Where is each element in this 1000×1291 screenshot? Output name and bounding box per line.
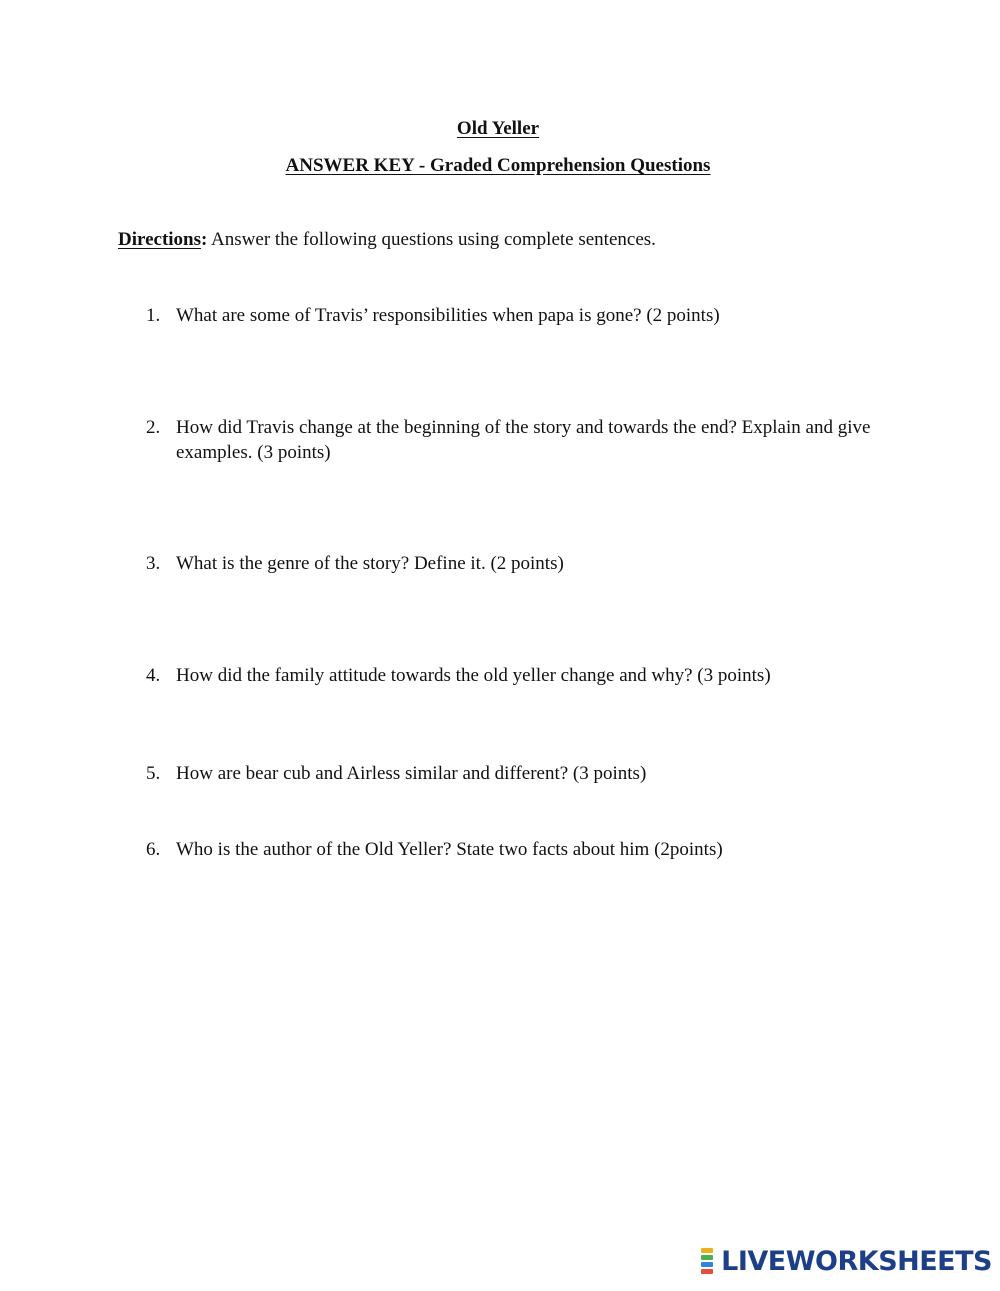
question-number: 4. [146, 665, 161, 686]
question-item [146, 415, 886, 465]
question-item [146, 837, 886, 862]
page-subtitle: ANSWER KEY - Graded Comprehension Questions [285, 155, 711, 176]
question-number: 3. [146, 553, 161, 574]
question-number: 6. [146, 839, 161, 860]
directions-text: Answer the following questions using complete sentences. [207, 229, 656, 250]
question-text: Who is the author of the Old Yeller? State two facts about him (2points) [176, 839, 723, 860]
question-item [146, 663, 886, 688]
question-item [146, 303, 886, 328]
logo-text: LIVEWORKSHEETS [721, 1245, 992, 1277]
directions [118, 229, 656, 251]
question-text: How did the family attitude towards the old yeller change and why? (3 points) [176, 665, 771, 686]
directions-colon: : [201, 229, 208, 250]
question-number: 2. [146, 417, 161, 438]
question-text: What are some of Travis’ responsibilities when papa is gone? (2 points) [176, 305, 720, 326]
question-item [146, 761, 886, 786]
question-text: What is the genre of the story? Define it. (2 points) [176, 553, 564, 574]
question-number: 1. [146, 305, 161, 326]
question-text: How did Travis change at the beginning of the story and towards the end? Explain and give examples. (3 points) [176, 417, 871, 463]
liveworksheets-logo [696, 1245, 992, 1277]
question-text: How are bear cub and Airless similar and different? (3 points) [176, 763, 647, 784]
directions-label: Directions [118, 229, 202, 250]
live-icon [696, 1248, 718, 1274]
question-number: 5. [146, 763, 161, 784]
page-title: Old Yeller [456, 118, 540, 139]
question-item [146, 551, 886, 576]
